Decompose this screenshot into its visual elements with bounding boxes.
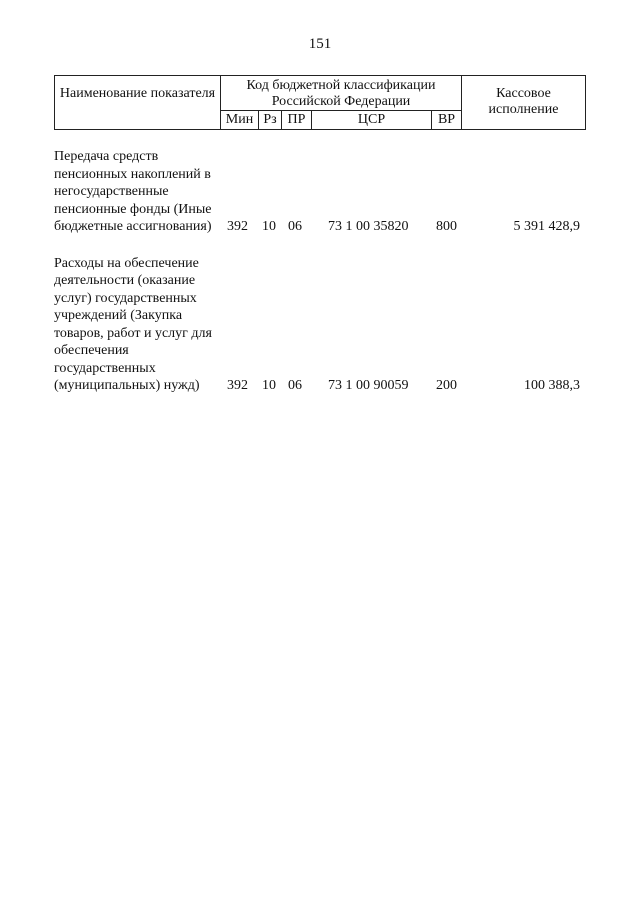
header-bottom-border [54,129,586,130]
row-vr: 800 [436,219,457,234]
row-pr: 06 [288,378,302,393]
header-sub-vr: ВР [437,112,456,127]
header-sub-csr: ЦСР [357,112,386,127]
page-number: 151 [308,36,332,52]
row-min: 392 [227,378,248,393]
header-subrow-border [220,110,461,111]
header-top-border [54,75,586,76]
table-row [54,255,586,395]
row-pr: 06 [288,219,302,234]
row-name: Передача средств пенсионных накоплений в негосударственные пенсионные фонды (Иные бюджетные ассигнования) [54,149,212,234]
row-csr: 73 1 00 90059 [328,378,409,393]
row-csr: 73 1 00 35820 [328,219,409,234]
table-header [54,75,586,130]
row-amount: 5 391 428,9 [513,219,580,234]
header-sub-min: Мин [225,112,254,127]
header-right-border [585,75,586,130]
row-rz: 10 [262,219,276,234]
row-amount: 100 388,3 [524,378,580,393]
header-left-border [54,75,55,130]
row-min: 392 [227,219,248,234]
header-sub-rz: Рз [263,112,277,127]
table-body [54,148,586,395]
header-sub-pr: ПР [287,112,306,127]
row-name: Расходы на обеспечение деятельности (оказание услуг) государственных учреждений (Закупка товаров, работ и услуг для обеспечения государственных (муниципальных) нужд) [54,255,212,393]
row-rz: 10 [262,378,276,393]
table-row [54,148,586,236]
header-name-col: Наименование показателя [59,86,216,101]
row-vr: 200 [436,378,457,393]
header-exec-col: Кассовое исполнение [488,86,559,117]
header-code-group: Код бюджетной классификации Российской Федерации [246,78,436,109]
